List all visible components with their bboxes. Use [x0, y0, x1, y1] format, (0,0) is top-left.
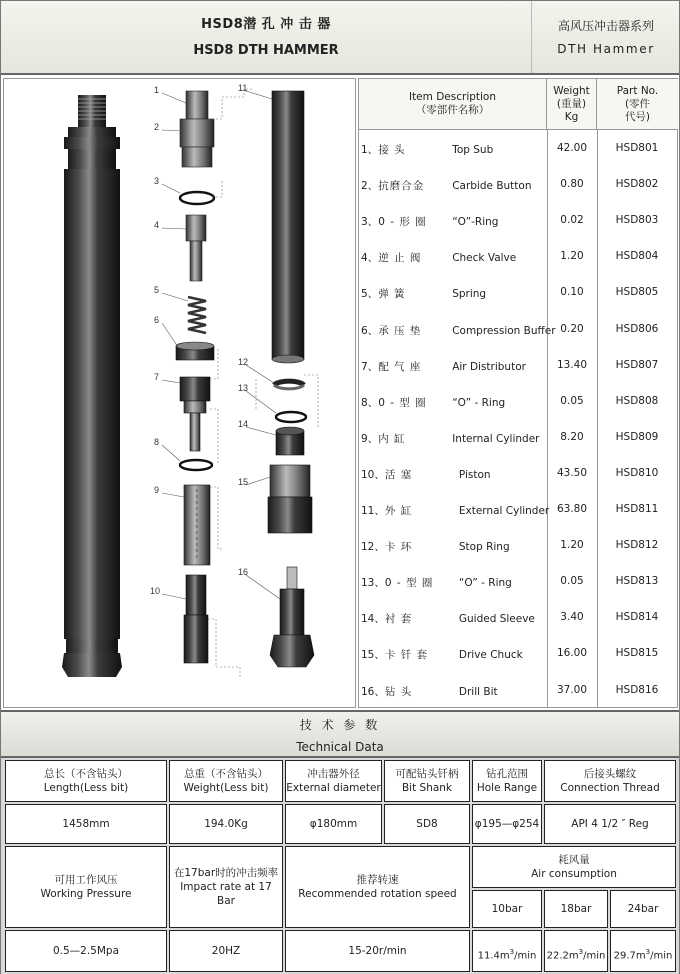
- spec-header-en: Impact rate at 17 Bar: [180, 881, 272, 907]
- header-weight-cn: (重量): [556, 97, 587, 110]
- part-description: [361, 575, 512, 590]
- part-drive-chuck: [268, 465, 312, 533]
- header-weight-unit: Kg: [564, 110, 579, 123]
- callout-3: 3: [154, 176, 160, 186]
- spec-value-air-18bar: [544, 930, 608, 972]
- part-code: HSD806: [615, 322, 659, 335]
- part-name-en: Compression Buffer: [452, 324, 556, 337]
- part-code: HSD805: [615, 286, 659, 299]
- part-code: HSD811: [615, 503, 659, 515]
- exploded-view-drawing: [3, 78, 356, 708]
- title-cn: HSD8潜 孔 冲 击 器: [201, 17, 331, 32]
- part-description: [361, 503, 549, 518]
- spec-header-length: [5, 760, 167, 802]
- air-pressure-24bar: 24bar: [610, 890, 676, 928]
- spec-header-en: Connection Thread: [560, 782, 660, 794]
- part-stop-ring: [274, 381, 304, 389]
- part-name-en: Internal Cylinder: [452, 432, 540, 445]
- part-name-cn: 活 塞: [384, 468, 413, 481]
- part-name-en: Piston: [458, 468, 491, 481]
- part-weight: 16.00: [556, 647, 588, 660]
- part-weight: 0.10: [560, 286, 584, 299]
- table-row: [359, 672, 677, 708]
- column-header-weight: [547, 79, 597, 130]
- part-weight: 3.40: [560, 611, 584, 624]
- spec-header-en: Recommended rotation speed: [298, 888, 457, 900]
- air-unit: /min: [583, 950, 606, 962]
- part-name-cn: 0 - 型 圈: [378, 396, 427, 409]
- spec-header-thread: [544, 760, 676, 802]
- table-row: [359, 635, 677, 671]
- header-part-en: Part No.: [616, 84, 659, 97]
- spec-value-weight: 194.0Kg: [169, 804, 283, 844]
- air-unit: /min: [650, 950, 673, 962]
- air-value: 29.7m: [613, 950, 646, 962]
- part-description: [361, 286, 486, 301]
- part-code: HSD814: [615, 611, 659, 624]
- spec-header-en: Bit Shank: [401, 782, 453, 794]
- callout-7: 7: [154, 372, 160, 382]
- part-name-cn: 配 气 座: [378, 360, 422, 373]
- part-name-cn: 逆 止 阀: [378, 252, 422, 265]
- part-number-index: 6、: [361, 324, 379, 337]
- part-name-en: Air Distributor: [452, 360, 526, 373]
- part-weight: 37.00: [556, 683, 588, 696]
- header-part-cn2: 代号): [624, 110, 651, 123]
- part-description: [361, 431, 539, 446]
- air-superscript: 3: [645, 948, 651, 956]
- header-bar: [1, 1, 679, 75]
- callout-16: 16: [238, 567, 249, 577]
- callout-1: 1: [154, 85, 160, 95]
- part-weight: 0.20: [560, 322, 584, 335]
- air-superscript: 3: [509, 948, 515, 956]
- table-row: [359, 311, 677, 347]
- spec-header-cn: 可用工作风压: [54, 874, 118, 886]
- part-code: HSD815: [615, 647, 659, 660]
- callout-10: 10: [150, 586, 161, 596]
- part-name-cn: 抗磨合金: [378, 180, 425, 193]
- spec-header-cn: 推荐转速: [356, 874, 399, 886]
- part-check-valve: [186, 215, 206, 281]
- spec-header-diameter: [285, 760, 382, 802]
- part-description: [361, 250, 516, 265]
- part-name-cn: 钻 头: [384, 685, 413, 698]
- spec-header-cn: 总重（不含钻头）: [184, 768, 268, 780]
- part-weight: 0.80: [560, 178, 584, 191]
- part-description: [361, 684, 498, 699]
- part-code: HSD802: [615, 178, 659, 191]
- callout-8: 8: [154, 437, 160, 447]
- spec-value-working-pressure: 0.5—2.5Mpa: [5, 930, 167, 972]
- part-name-en: Drive Chuck: [458, 649, 523, 662]
- part-drill-bit: [270, 567, 314, 667]
- spec-header-cn: 后接头螺纹: [583, 768, 637, 780]
- table-row: [359, 563, 677, 599]
- hammer-illustration: [4, 79, 357, 709]
- part-name-cn: 内 缸: [378, 432, 406, 445]
- part-number-index: 8、: [361, 396, 379, 409]
- part-compression-buffer: [176, 342, 214, 360]
- spec-header-hole-range: [472, 760, 542, 802]
- air-value: 11.4m: [477, 950, 510, 962]
- part-name-cn: 弹 簧: [378, 288, 406, 301]
- part-number-index: 13、: [361, 577, 385, 590]
- spec-header-cn: 钻孔范围: [486, 768, 528, 780]
- table-row: [359, 238, 677, 274]
- air-unit: /min: [514, 950, 537, 962]
- table-row: [359, 166, 677, 202]
- part-o-ring-13: [276, 412, 306, 422]
- part-name-en: Guided Sleeve: [458, 613, 535, 626]
- spec-value-impact-rate: 20HZ: [169, 930, 283, 972]
- header-part-cn1: (零件: [624, 97, 651, 110]
- part-name-en: Drill Bit: [458, 685, 498, 698]
- spec-header-cn: 可配钻头钎柄: [395, 768, 459, 780]
- part-name-en: External Cylinder: [458, 505, 550, 517]
- part-code: HSD816: [615, 683, 659, 696]
- callout-14: 14: [238, 419, 249, 429]
- spec-value-diameter: φ180mm: [285, 804, 382, 844]
- part-code: HSD813: [615, 575, 659, 588]
- spec-header-cn: 耗风量: [558, 854, 590, 866]
- spec-header-weight: [169, 760, 283, 802]
- callout-4: 4: [154, 220, 160, 230]
- header-weight-en: Weight: [553, 84, 590, 97]
- part-description: [361, 323, 556, 338]
- spec-value-thread: API 4 1/2 ″ Reg: [544, 804, 676, 844]
- part-weight: 8.20: [560, 430, 584, 443]
- spec-header-en: Weight(Less bit): [183, 782, 269, 794]
- table-row: [359, 130, 677, 166]
- spec-value-bit-shank: SD8: [384, 804, 470, 844]
- parts-table: [358, 78, 678, 708]
- spec-header-impact-rate: [169, 846, 283, 928]
- spec-header-en: Working Pressure: [40, 888, 132, 900]
- spec-header-en: External diameter: [286, 782, 381, 794]
- part-number-index: 3、: [361, 216, 379, 229]
- part-number-index: 16、: [361, 685, 385, 698]
- spec-value-rotation-speed: 15-20r/min: [285, 930, 470, 972]
- part-code: HSD801: [615, 142, 659, 154]
- part-code: HSD808: [615, 394, 659, 407]
- part-name-en: Stop Ring: [458, 541, 510, 554]
- series-en: DTH Hammer: [557, 42, 655, 56]
- callout-9: 9: [154, 485, 160, 495]
- part-description: [361, 611, 535, 626]
- column-header-part-no: [597, 79, 678, 130]
- callout-13: 13: [238, 383, 249, 393]
- part-description: [361, 178, 532, 193]
- column-header-item: [359, 79, 547, 130]
- part-code: HSD804: [615, 250, 659, 263]
- table-row: [359, 599, 677, 635]
- spec-value-air-10bar: [472, 930, 542, 972]
- spec-header-en: Hole Range: [476, 782, 538, 794]
- air-superscript: 3: [578, 948, 584, 956]
- part-name-en: Top Sub: [452, 144, 494, 156]
- callout-5: 5: [154, 285, 160, 295]
- part-weight: 1.20: [560, 250, 584, 263]
- spec-header-rotation-speed: [285, 846, 470, 928]
- part-name-en: Check Valve: [452, 252, 517, 265]
- table-row: [359, 527, 677, 563]
- part-piston: [184, 575, 208, 663]
- part-number-index: 1、: [361, 144, 379, 156]
- part-name-cn: 卡 钎 套: [384, 649, 429, 662]
- part-weight: 0.02: [560, 214, 584, 227]
- part-weight: 43.50: [556, 466, 588, 479]
- spec-header-en: Air consumption: [531, 868, 617, 880]
- part-name-cn: 0 - 形 圈: [378, 216, 427, 229]
- part-number-index: 14、: [361, 613, 385, 626]
- header-divider: [531, 1, 532, 73]
- part-number-index: 5、: [361, 288, 379, 301]
- table-row: [359, 202, 677, 238]
- air-pressure-18bar: 18bar: [544, 890, 608, 928]
- part-name-cn: 衬 套: [384, 613, 413, 626]
- header-item-en: Item Description: [408, 91, 497, 103]
- part-description: [361, 214, 498, 229]
- part-name-cn: 承 压 垫: [378, 324, 422, 337]
- part-code: HSD810: [615, 466, 659, 479]
- callout-12: 12: [238, 357, 249, 367]
- part-code: HSD812: [615, 539, 659, 552]
- spec-value-air-24bar: [610, 930, 676, 972]
- spec-header-working-pressure: [5, 846, 167, 928]
- part-number-index: 12、: [361, 541, 385, 554]
- callout-2: 2: [154, 122, 160, 132]
- part-number-index: 10、: [361, 468, 385, 481]
- table-row: [359, 419, 677, 455]
- part-o-ring-8: [180, 460, 212, 470]
- callout-6: 6: [154, 315, 160, 325]
- spec-header-en: Length(Less bit): [43, 782, 129, 794]
- part-description: [361, 539, 510, 554]
- part-code: HSD807: [615, 358, 659, 371]
- part-name-cn: 接 头: [378, 144, 406, 156]
- part-weight: 0.05: [560, 394, 584, 407]
- table-row: [359, 455, 677, 491]
- part-description: [361, 395, 505, 410]
- technical-title-cn: 技 术 参 数: [299, 718, 381, 732]
- part-guided-sleeve: [276, 427, 304, 455]
- spec-header-cn: 总长（不含钻头）: [44, 768, 128, 780]
- table-row: [359, 274, 677, 310]
- part-description: [361, 467, 491, 482]
- technical-title-en: Technical Data: [296, 740, 384, 754]
- air-pressure-10bar: 10bar: [472, 890, 542, 928]
- callout-15: 15: [238, 477, 249, 487]
- spec-header-bit-shank: [384, 760, 470, 802]
- part-weight: 42.00: [556, 142, 588, 154]
- part-internal-cylinder: [184, 485, 210, 565]
- part-weight: 63.80: [556, 503, 588, 515]
- part-o-ring-3: [180, 192, 214, 204]
- spec-header-cn: 在17bar时的冲击频率: [173, 867, 279, 879]
- part-number-index: 7、: [361, 360, 379, 373]
- spec-value-length: 1458mm: [5, 804, 167, 844]
- assembled-hammer: [62, 95, 122, 677]
- part-description: [361, 359, 526, 374]
- header-item-cn: （零部件名称）: [415, 104, 490, 116]
- part-name-en: “O” - Ring: [458, 577, 512, 590]
- part-name-cn: 0 - 型 圈: [384, 577, 434, 590]
- part-spring: [188, 297, 206, 333]
- callout-11: 11: [238, 83, 248, 93]
- table-row: [359, 491, 677, 527]
- spec-header-air-consumption: [472, 846, 676, 888]
- technical-data-header: [1, 710, 679, 758]
- part-weight: 0.05: [560, 575, 584, 588]
- part-number-index: 4、: [361, 252, 379, 265]
- spec-value-hole-range: φ195—φ254: [472, 804, 542, 844]
- spec-header-cn: 冲击器外径: [307, 768, 360, 780]
- part-name-en: “O”-Ring: [452, 216, 499, 229]
- part-code: HSD809: [615, 430, 659, 443]
- part-name-en: Spring: [452, 288, 487, 301]
- part-number-index: 2、: [361, 180, 379, 193]
- part-description: [361, 647, 523, 662]
- part-number-index: 11、: [361, 505, 385, 517]
- series-cn: 高风压冲击器系列: [557, 19, 654, 33]
- part-air-distributor: [180, 377, 210, 451]
- air-value: 22.2m: [546, 950, 579, 962]
- part-weight: 1.20: [560, 539, 584, 552]
- part-number-index: 15、: [361, 649, 385, 662]
- part-external-cylinder: [272, 91, 304, 363]
- title-en: HSD8 DTH HAMMER: [193, 43, 339, 58]
- part-name-cn: 卡 环: [384, 541, 413, 554]
- part-name-cn: 外 缸: [384, 505, 413, 517]
- part-name-en: Carbide Button: [452, 180, 532, 193]
- table-row: [359, 383, 677, 419]
- part-number-index: 9、: [361, 432, 379, 445]
- part-weight: 13.40: [556, 358, 588, 371]
- table-row: [359, 347, 677, 383]
- part-description: [361, 142, 493, 157]
- part-name-en: “O” - Ring: [452, 396, 506, 409]
- part-code: HSD803: [615, 214, 659, 227]
